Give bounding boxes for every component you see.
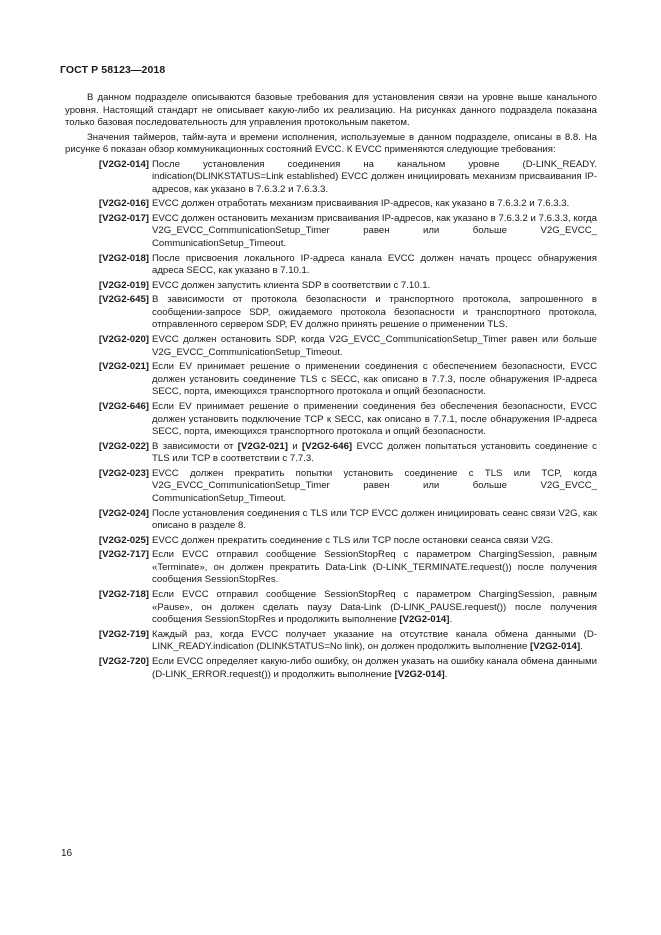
requirement-text: EVCC должен запустить клиента SDP в соответствии с 7.10.1.	[152, 279, 431, 291]
requirement-text	[152, 441, 597, 466]
requirement-022	[65, 441, 597, 466]
requirement-reference: [V2G2-646]	[301, 440, 353, 452]
requirement-id: [V2G2-019]	[98, 279, 149, 291]
requirement-text	[152, 656, 597, 681]
requirement-text: EVCC должен остановить механизм присваивания IP-адресов, как указано в 7.6.3.2 и 7.6.3.3, когда V2G_EVCC_CommunicationSetup_Timer равен или больше V2G_EVCC_ CommunicationSetup_Timeout.	[152, 212, 597, 249]
requirement-id: [V2G2-021]	[98, 361, 149, 373]
requirement-id: [V2G2-017]	[98, 212, 149, 224]
requirement-id: [V2G2-024]	[98, 507, 149, 519]
requirement-016	[65, 198, 597, 211]
requirement-id: [V2G2-022]	[98, 440, 149, 452]
requirement-id: [V2G2-014]	[98, 158, 149, 170]
requirement-reference: [V2G2-014]	[394, 668, 445, 680]
requirement-id: [V2G2-718]	[98, 589, 149, 601]
text-segment: Если EVCC определяет какую-либо ошибку, он должен указать на ошибку канала обмена данными (D-LINK_ERROR.request()) и продолжить выполнение	[152, 656, 597, 680]
requirement-017	[65, 213, 597, 251]
text-segment: и	[287, 440, 302, 452]
requirement-reference: [V2G2-021]	[237, 440, 288, 452]
text-segment: В зависимости от	[152, 440, 238, 452]
requirement-id: [V2G2-020]	[98, 334, 149, 346]
requirement-019	[65, 280, 597, 293]
requirement-id: [V2G2-025]	[98, 534, 149, 546]
requirement-reference: [V2G2-014]	[530, 641, 581, 653]
requirement-id: [V2G2-023]	[98, 467, 149, 479]
requirement-text: В зависимости от протокола безопасности и транспортного протокола, запрошенного в сообщении-запросе SDP, ожидаемого протокола безопасности и транспортного протокола, отправленного сервером SDP, EV должно принять решение о применении TLS.	[152, 294, 597, 331]
requirement-reference: [V2G2-014]	[399, 614, 450, 626]
requirement-020	[65, 334, 597, 359]
requirement-text: После установления соединения с TLS или TCP EVCC должен инициировать сеанс связи V2G, как описано в разделе 8.	[152, 507, 597, 532]
requirement-text: После установления соединения на канальном уровне (D-LINK_READY. indication(DLINKSTATUS=Link established) EVCC должен инициировать механизм присваивания IP-адресов, как указано в 7.6.3.2 и 7.6.3.3.	[152, 158, 597, 195]
requirement-018	[65, 253, 597, 278]
requirement-id: [V2G2-717]	[98, 549, 149, 561]
requirement-text: Если EVCC отправил сообщение SessionStopReq с параметром ChargingSession, равным «Terminate», он должен прекратить Data-Link (D-LINK_TERMINATE.request()) после получения сообщения SessionStopRes.	[152, 549, 597, 586]
requirement-text: EVCC должен прекратить попытки установить соединение с TLS или TCP, когда V2G_EVCC_CommunicationSetup_Timer равен или больше V2G_EVCC_ CommunicationSetup_Timeout.	[152, 467, 597, 504]
page-number: 16	[61, 848, 73, 859]
text-segment: .	[449, 614, 453, 626]
requirement-023	[65, 468, 597, 506]
requirement-id: [V2G2-016]	[98, 198, 149, 210]
requirement-718	[65, 589, 597, 627]
requirement-646	[65, 401, 597, 439]
requirement-645	[65, 294, 597, 332]
requirement-id: [V2G2-018]	[98, 252, 149, 264]
requirement-text: Если EV принимает решение о применении соединения с обеспечением безопасности, EVCC должен установить соединение TLS с SECC, как описано в 7.7.3, после обнаружения IP-адреса SECC, порта, имеющихся транспортного протокола и опций безопасности.	[152, 361, 597, 398]
intro-paragraph: В данном подразделе описываются базовые требования для установления связи на уровне выше канального уровня. Настоящий стандарт не описывает какую-либо их реализацию. На рисунках данного подраздела показана только базовая последовательность для управления протокольным пакетом.	[65, 92, 597, 128]
requirement-text: EVCC должен прекратить соединение с TLS или TCP после остановки сеанса связи V2G.	[152, 534, 554, 546]
requirement-text: EVCC должен остановить SDP, когда V2G_EVCC_CommunicationSetup_Timer равен или больше V2G_EVCC_CommunicationSetup_Timeout.	[152, 334, 597, 358]
requirement-text: После присвоения локального IP-адреса канала EVCC должен начать процесс обнаружения адреса SECC, как указано в 7.10.1.	[152, 252, 597, 277]
requirement-id: [V2G2-720]	[98, 656, 149, 667]
document-header: ГОСТ Р 58123—2018	[60, 64, 166, 76]
text-segment: Каждый раз, когда EVCC получает указание на отсутствие канала обмена данными (D-LINK_READY.indication (DLINKSTATUS=No link), он должен продолжить выполнение	[152, 628, 597, 653]
requirement-text	[152, 589, 597, 627]
requirement-text: EVCC должен отработать механизм присваивания IP-адресов, как указано в 7.6.3.2 и 7.6.3.3.	[152, 198, 570, 210]
requirement-021	[65, 361, 597, 399]
requirement-014	[65, 159, 597, 197]
requirement-024	[65, 508, 597, 533]
requirement-719	[65, 629, 597, 654]
document-body	[65, 92, 597, 683]
requirement-025	[65, 535, 597, 548]
text-segment: Если EVCC отправил сообщение SessionStopReq с параметром ChargingSession, равным «Pause», он должен сделать паузу Data-Link (D-LINK_PAUSE.request()) после получения сообщения SessionStopRes и продолжить выполнение	[152, 589, 597, 626]
requirement-id: [V2G2-646]	[98, 401, 149, 412]
requirement-720	[65, 656, 597, 681]
requirement-text: Если EV принимает решение о применении соединения без обеспечения безопасности, EVCC должен установить подключение TCP к SECC, как описано в 7.7.1, после обнаружения IP-адреса SECC, порта, имеющихся транспортного протокола и опций безопасности.	[152, 401, 597, 437]
text-segment: .	[580, 641, 583, 653]
requirement-text	[152, 629, 597, 654]
intro-paragraph: Значения таймеров, тайм-аута и времени исполнения, используемые в данном подразделе, описаны в 8.8. На рисунке 6 показан обзор коммуникационных состояний EVCC. К EVCC применяются следующие требования:	[65, 131, 597, 155]
requirement-717	[65, 549, 597, 587]
requirement-id: [V2G2-719]	[98, 628, 149, 640]
text-segment: .	[444, 668, 448, 680]
text-segment: EVCC должен попытаться установить соединение с TLS или TCP в соответствии с 7.7.3.	[152, 440, 597, 465]
requirement-id: [V2G2-645]	[98, 294, 149, 306]
